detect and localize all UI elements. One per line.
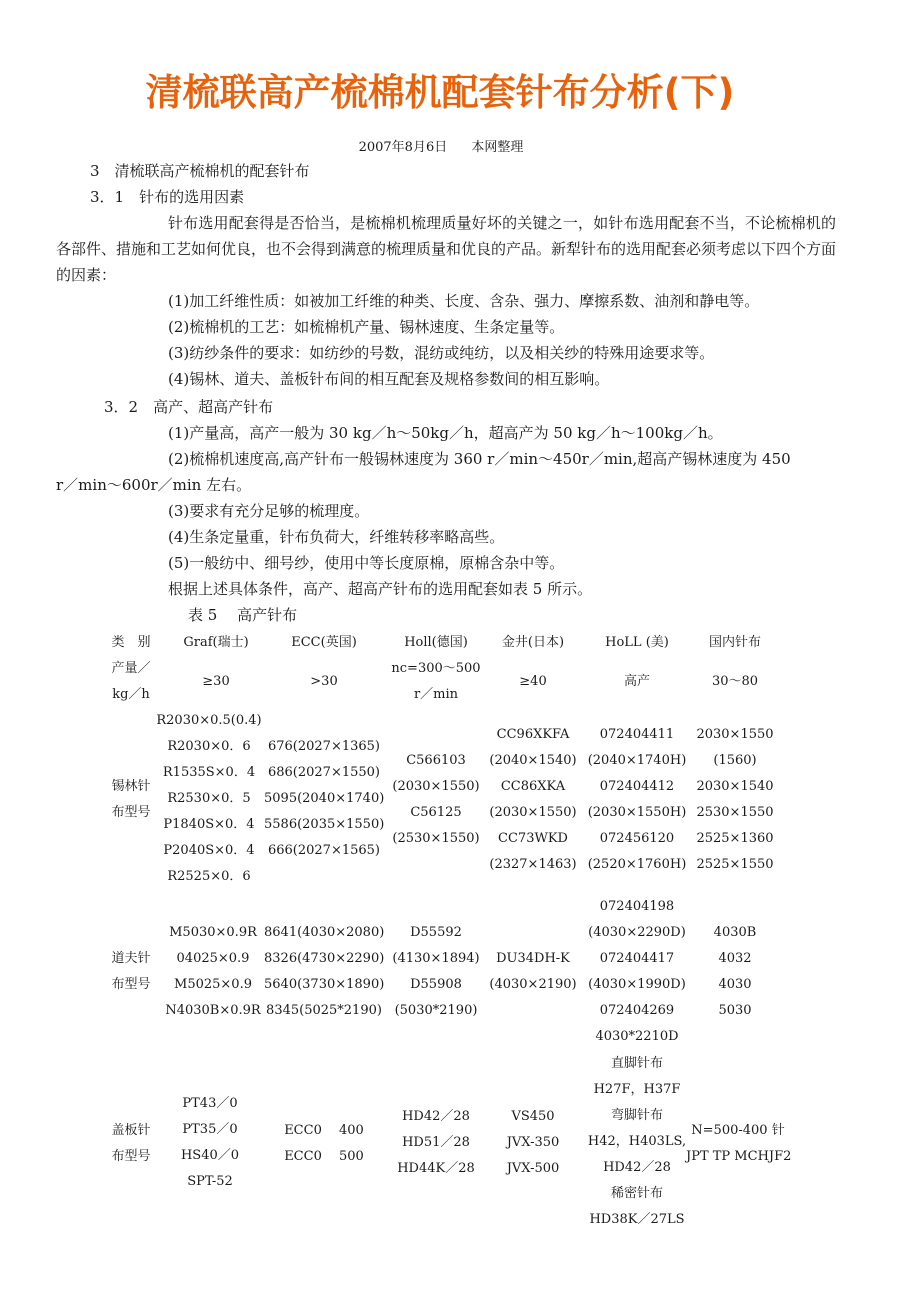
requirement-4: (4)生条定量重，针布负荷大，纤维转移率略高些。 bbox=[168, 528, 505, 546]
cylinder-holl: C566103 (2030×1550) C56125 (2530×1550) bbox=[392, 753, 480, 846]
cylinder-ecc: 676(2027×1365) 686(2027×1550) 5095(2040×1740) 5586(2035×1550) 666(2027×1565) bbox=[264, 739, 385, 858]
factor-1: (1)加工纤维性质：如被加工纤维的种类、长度、含杂、强力、摩擦系数、油剂和静电等。 bbox=[168, 292, 760, 310]
section-3-2-heading: 3．2 高产、超高产针布 bbox=[104, 398, 274, 416]
flat-graf: PT43／0 PT35／0 HS40／0 SPT-52 bbox=[180, 1096, 240, 1189]
header-category: 类 别 bbox=[111, 635, 151, 650]
cylinder-domestic: 2030×1550 (1560) 2030×1540 2530×1550 2525×1360 2525×1550 bbox=[696, 727, 774, 872]
output-graf: ≥30 bbox=[202, 674, 230, 689]
output-kanai: ≥40 bbox=[519, 674, 547, 689]
row-label-output: 产量／ kg／h bbox=[111, 661, 151, 702]
output-domestic: 30～80 bbox=[711, 674, 759, 689]
date-line bbox=[0, 136, 882, 155]
factor-2: (2)梳棉机的工艺：如梳棉机产量、锡林速度、生条定量等。 bbox=[168, 318, 565, 336]
factor-3: (3)纺纱条件的要求：如纺纱的号数，混纺或纯纺，以及相关纱的特殊用途要求等。 bbox=[168, 344, 715, 362]
doffer-domestic: 4030B 4032 4030 5030 bbox=[713, 925, 757, 1018]
cylinder-graf: R2030×0.5(0.4) R2030×0．6 R1535S×0．4 R2530×0．5 P1840S×0．4 P2040S×0．4 R2525×0．6 bbox=[156, 713, 262, 884]
doffer-ecc: 8641(4030×2080) 8326(4730×2290) 5640(3730×1890) 8345(5025*2190) bbox=[264, 925, 385, 1018]
paragraph-1: 针布选用配套得是否恰当，是梳棉机梳理质量好坏的关键之一，如针布选用配套不当，不论梳棉机的各部件、措施和工艺如何优良，也不会得到满意的梳理质量和优良的产品。新犁针布的选用配套必须考虑以下四个方面的因素： bbox=[56, 214, 837, 284]
flat-ecc: ECC0 400 ECC0 500 bbox=[284, 1123, 364, 1164]
output-holl: nc=300～500 r／min bbox=[391, 661, 481, 702]
row-label-flat: 盖板针 布型号 bbox=[111, 1123, 151, 1164]
cylinder-holl-us: 072404411 (2040×1740H) 072404412 (2030×1550H) 072456120 (2520×1760H) bbox=[587, 727, 687, 872]
table-caption: 表 5 高产针布 bbox=[188, 606, 298, 624]
header-holl: Holl(德国) bbox=[404, 635, 468, 650]
cylinder-kanai: CC96XKFA (2040×1540) CC86XKA (2030×1550) CC73WKD (2327×1463) bbox=[489, 727, 577, 872]
doffer-kanai: DU34DH-K (4030×2190) bbox=[489, 951, 577, 992]
requirement-2-cont: r／min～600r／min 左右。 bbox=[56, 476, 252, 494]
row-label-cylinder: 锡林针 布型号 bbox=[111, 779, 151, 820]
requirement-1: (1)产量高，高产一般为 30 kg／h～50kg／h，超高产为 50 kg／h～100kg／h。 bbox=[168, 424, 723, 442]
requirement-2: (2)梳棉机速度高,高产针布一般锡林速度为 360 r／min～450r／min,超高产锡林速度为 450 bbox=[168, 450, 791, 468]
requirement-5: (5)一般纺中、细号纱，使用中等长度原棉，原棉含杂中等。 bbox=[168, 554, 565, 572]
factor-4: (4)锡林、道夫、盖板针布间的相互配套及规格参数间的相互影响。 bbox=[168, 370, 610, 388]
flat-holl-us: 直脚针布 H27F，H37F 弯脚针布 H42，H403LS, HD42／28 稀密针布 HD38K／27LS bbox=[587, 1056, 687, 1227]
publish-date: 2007年8月6日 bbox=[358, 140, 448, 155]
doffer-holl-us: 072404198 (4030×2290D) 072404417 (4030×1990D) 072404269 4030*2210D bbox=[588, 899, 686, 1044]
header-kanai: 金井(日本) bbox=[501, 635, 565, 650]
summary-line: 根据上述具体条件，高产、超高产针布的选用配套如表 5 所示。 bbox=[168, 580, 593, 598]
flat-holl: HD42／28 HD51／28 HD44K／28 bbox=[397, 1109, 475, 1176]
output-ecc: >30 bbox=[310, 674, 338, 689]
source: 本网整理 bbox=[471, 140, 524, 155]
page-title: 清梳联高产梳棉机配套针布分析(下) bbox=[145, 71, 735, 114]
doffer-holl: D55592 (4130×1894) D55908 (5030*2190) bbox=[392, 925, 480, 1018]
section-3-1-heading: 3．1 针布的选用因素 bbox=[90, 188, 245, 206]
requirement-3: (3)要求有充分足够的梳理度。 bbox=[168, 502, 370, 520]
header-holl-us: HoLL (美) bbox=[605, 635, 669, 650]
flat-domestic: N=500-400 针 JPT TP MCHJF2 bbox=[686, 1123, 792, 1164]
output-holl-us: 高产 bbox=[623, 674, 650, 689]
doffer-graf: M5030×0.9R 04025×0.9 M5025×0.9 N4030B×0.9R bbox=[165, 925, 261, 1018]
flat-kanai: VS450 JVX-350 JVX-500 bbox=[506, 1109, 560, 1176]
row-label-doffer: 道夫针 布型号 bbox=[111, 951, 151, 992]
section-3-heading: 3 清梳联高产梳棉机的配套针布 bbox=[90, 162, 310, 180]
header-ecc: ECC(英国) bbox=[291, 635, 357, 650]
header-domestic: 国内针布 bbox=[708, 635, 761, 650]
header-graf: Graf(瑞士) bbox=[183, 635, 249, 650]
